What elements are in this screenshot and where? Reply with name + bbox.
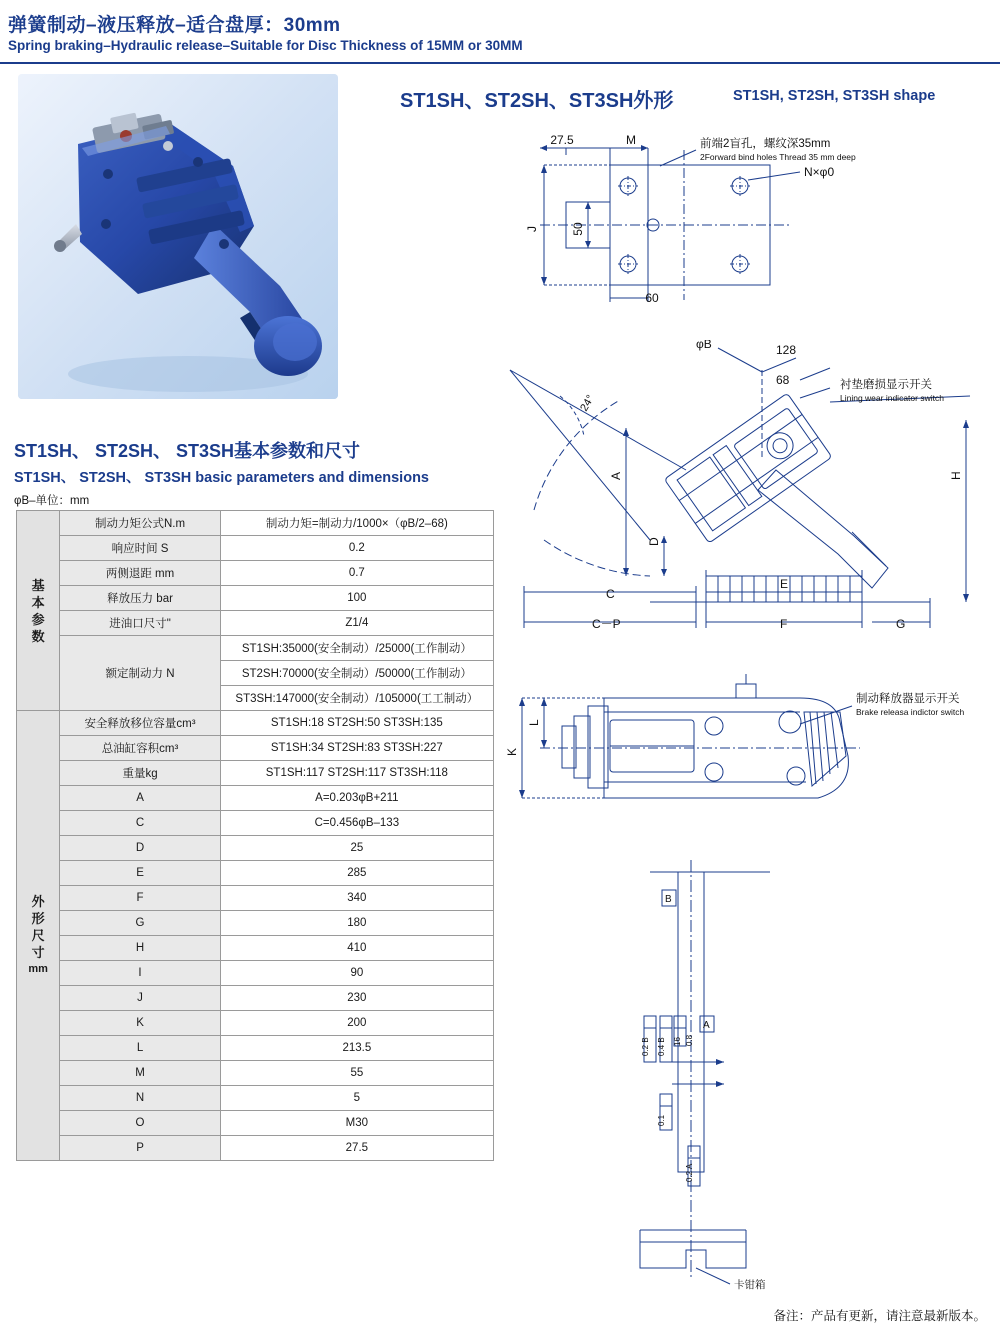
row-value: 285	[220, 861, 493, 886]
row-value: 55	[220, 1061, 493, 1086]
group-basic-params: 基 本 参 数	[17, 511, 60, 711]
page-title-en: Spring braking–Hydraulic release–Suitable for Disc Thickness of 15MM or 30MM	[8, 38, 523, 53]
table-title-cn: ST1SH、 ST2SH、 ST3SH基本参数和尺寸	[14, 441, 361, 461]
row-label: 总油缸容积cm³	[60, 736, 220, 761]
table-row	[17, 586, 494, 611]
row-value: 213.5	[220, 1036, 493, 1061]
row-label: 进油口尺寸"	[60, 611, 220, 636]
row-label: 重量kg	[60, 761, 220, 786]
row-label: 两侧退距 mm	[60, 561, 220, 586]
dim-128: 128	[776, 343, 797, 357]
row-value: 90	[220, 961, 493, 986]
row-label: 释放压力 bar	[60, 586, 220, 611]
row-value: C=0.456φB–133	[220, 811, 493, 836]
row-label: M	[60, 1061, 220, 1086]
row-value: ST1SH:35000(安全制动）/25000(工作制动）	[220, 636, 493, 661]
table-row	[17, 1086, 494, 1111]
lining-switch-cn: 衬垫磨损显示开关	[840, 379, 932, 391]
row-value: A=0.203φB+211	[220, 786, 493, 811]
dim-phi-b: φB	[696, 340, 712, 351]
hole-callout: N×φ0	[804, 165, 835, 179]
table-row	[17, 711, 494, 736]
row-value: ST1SH:18 ST2SH:50 ST3SH:135	[220, 711, 493, 736]
table-row	[17, 636, 494, 661]
row-value: ST3SH:147000(安全制动）/105000(工工制动）	[220, 686, 493, 711]
table-row	[17, 1061, 494, 1086]
row-value: 410	[220, 936, 493, 961]
table-row	[17, 611, 494, 636]
row-value: 5	[220, 1086, 493, 1111]
row-value: 制动力矩=制动力/1000×（φB/2–68)	[220, 511, 493, 536]
drawing-disc-section	[600, 850, 1000, 1290]
row-label: C	[60, 811, 220, 836]
tol-2: 0.4 B	[657, 1037, 666, 1056]
table-row	[17, 1111, 494, 1136]
row-value: 230	[220, 986, 493, 1011]
row-value: 27.5	[220, 1136, 493, 1161]
dim-H: H	[949, 471, 963, 480]
note-blind-holes-cn: 前端2盲孔，螺纹深35mm	[700, 138, 831, 150]
table-row	[17, 561, 494, 586]
dim-E: E	[780, 577, 789, 591]
table-row	[17, 936, 494, 961]
table-row	[17, 911, 494, 936]
row-value: 100	[220, 586, 493, 611]
drawing-side-view	[500, 340, 1000, 640]
angle-24: 24°	[578, 393, 597, 414]
dim-68: 68	[776, 373, 790, 387]
table-row	[17, 861, 494, 886]
table-row	[17, 961, 494, 986]
row-label: L	[60, 1036, 220, 1061]
dim-16: 16	[673, 1037, 682, 1046]
dim-K: K	[505, 747, 519, 756]
brake-switch-cn: 制动释放器显示开关	[856, 693, 960, 705]
row-label: 制动力矩公式N.m	[60, 511, 220, 536]
row-value: 340	[220, 886, 493, 911]
caliper-label: 卡钳箱	[734, 1279, 766, 1290]
dim-M: M	[626, 133, 636, 147]
label-B: B	[665, 894, 672, 905]
dim-50: 50	[571, 222, 585, 236]
shape-title-en: ST1SH, ST2SH, ST3SH shape	[733, 88, 936, 104]
spec-table	[16, 510, 494, 1161]
table-row	[17, 986, 494, 1011]
table-row	[17, 511, 494, 536]
table-row	[17, 536, 494, 561]
row-value: ST1SH:117 ST2SH:117 ST3SH:118	[220, 761, 493, 786]
table-row	[17, 736, 494, 761]
row-value: 0.7	[220, 561, 493, 586]
dim-G: G	[896, 617, 906, 631]
table-title-en: ST1SH、 ST2SH、 ST3SH basic parameters and dimensions	[14, 470, 429, 486]
dim-c-p: C－P	[592, 617, 621, 631]
row-value: 200	[220, 1011, 493, 1036]
tol-3: 0.1	[657, 1114, 666, 1126]
table-row	[17, 1011, 494, 1036]
drawing-front-view	[500, 660, 1000, 850]
row-label: P	[60, 1136, 220, 1161]
dim-D: D	[647, 537, 661, 546]
dim-F: F	[780, 617, 788, 631]
tol-1: 0.2 B	[641, 1037, 650, 1056]
table-row	[17, 836, 494, 861]
note-blind-holes-en: 2Forward bind holes Thread 35 mm deep	[700, 152, 856, 162]
drawing-top-view	[500, 130, 1000, 320]
lining-switch-en: Lining wear indicator switch	[840, 393, 944, 403]
row-value: ST1SH:34 ST2SH:83 ST3SH:227	[220, 736, 493, 761]
row-label: K	[60, 1011, 220, 1036]
row-label: I	[60, 961, 220, 986]
product-photo	[18, 74, 338, 399]
row-label: O	[60, 1111, 220, 1136]
row-label-rated-force: 额定制动力 N	[60, 636, 220, 711]
dim-J: J	[525, 226, 539, 232]
header-divider	[0, 62, 1000, 64]
table-row	[17, 886, 494, 911]
row-label: A	[60, 786, 220, 811]
row-value: Z1/4	[220, 611, 493, 636]
table-row	[17, 1036, 494, 1061]
shape-title-cn: ST1SH、ST2SH、ST3SH外形	[400, 90, 674, 112]
dim-A: A	[609, 471, 623, 480]
table-row	[17, 786, 494, 811]
row-label: 响应时间 S	[60, 536, 220, 561]
row-label: E	[60, 861, 220, 886]
row-label: 安全释放移位容量cm³	[60, 711, 220, 736]
row-value: 180	[220, 911, 493, 936]
table-row	[17, 761, 494, 786]
row-label: J	[60, 986, 220, 1011]
row-value: M30	[220, 1111, 493, 1136]
row-label: G	[60, 911, 220, 936]
row-label: H	[60, 936, 220, 961]
dim-60: 60	[645, 291, 659, 305]
row-label: F	[60, 886, 220, 911]
table-unit-note: φB–单位：mm	[14, 495, 90, 507]
row-label: D	[60, 836, 220, 861]
row-value: 0.2	[220, 536, 493, 561]
table-row	[17, 811, 494, 836]
footnote: 备注：产品有更新，请注意最新版本。	[773, 1309, 986, 1323]
dim-08: 0.8	[685, 1034, 694, 1046]
dim-27-5: 27.5	[550, 133, 574, 147]
row-value: ST2SH:70000(安全制动）/50000(工作制动）	[220, 661, 493, 686]
brake-switch-en: Brake releasa indictor switch	[856, 707, 965, 717]
dim-C: C	[606, 587, 615, 601]
row-label: N	[60, 1086, 220, 1111]
tol-4: 0.2 A	[685, 1163, 694, 1182]
table-row	[17, 1136, 494, 1161]
dim-L: L	[527, 719, 541, 726]
label-A: A	[703, 1020, 710, 1031]
page-title-cn: 弹簧制动–液压释放–适合盘厚：30mm	[8, 15, 341, 36]
row-value: 25	[220, 836, 493, 861]
group-dimensions: 外 形 尺 寸 mm	[17, 711, 60, 1161]
